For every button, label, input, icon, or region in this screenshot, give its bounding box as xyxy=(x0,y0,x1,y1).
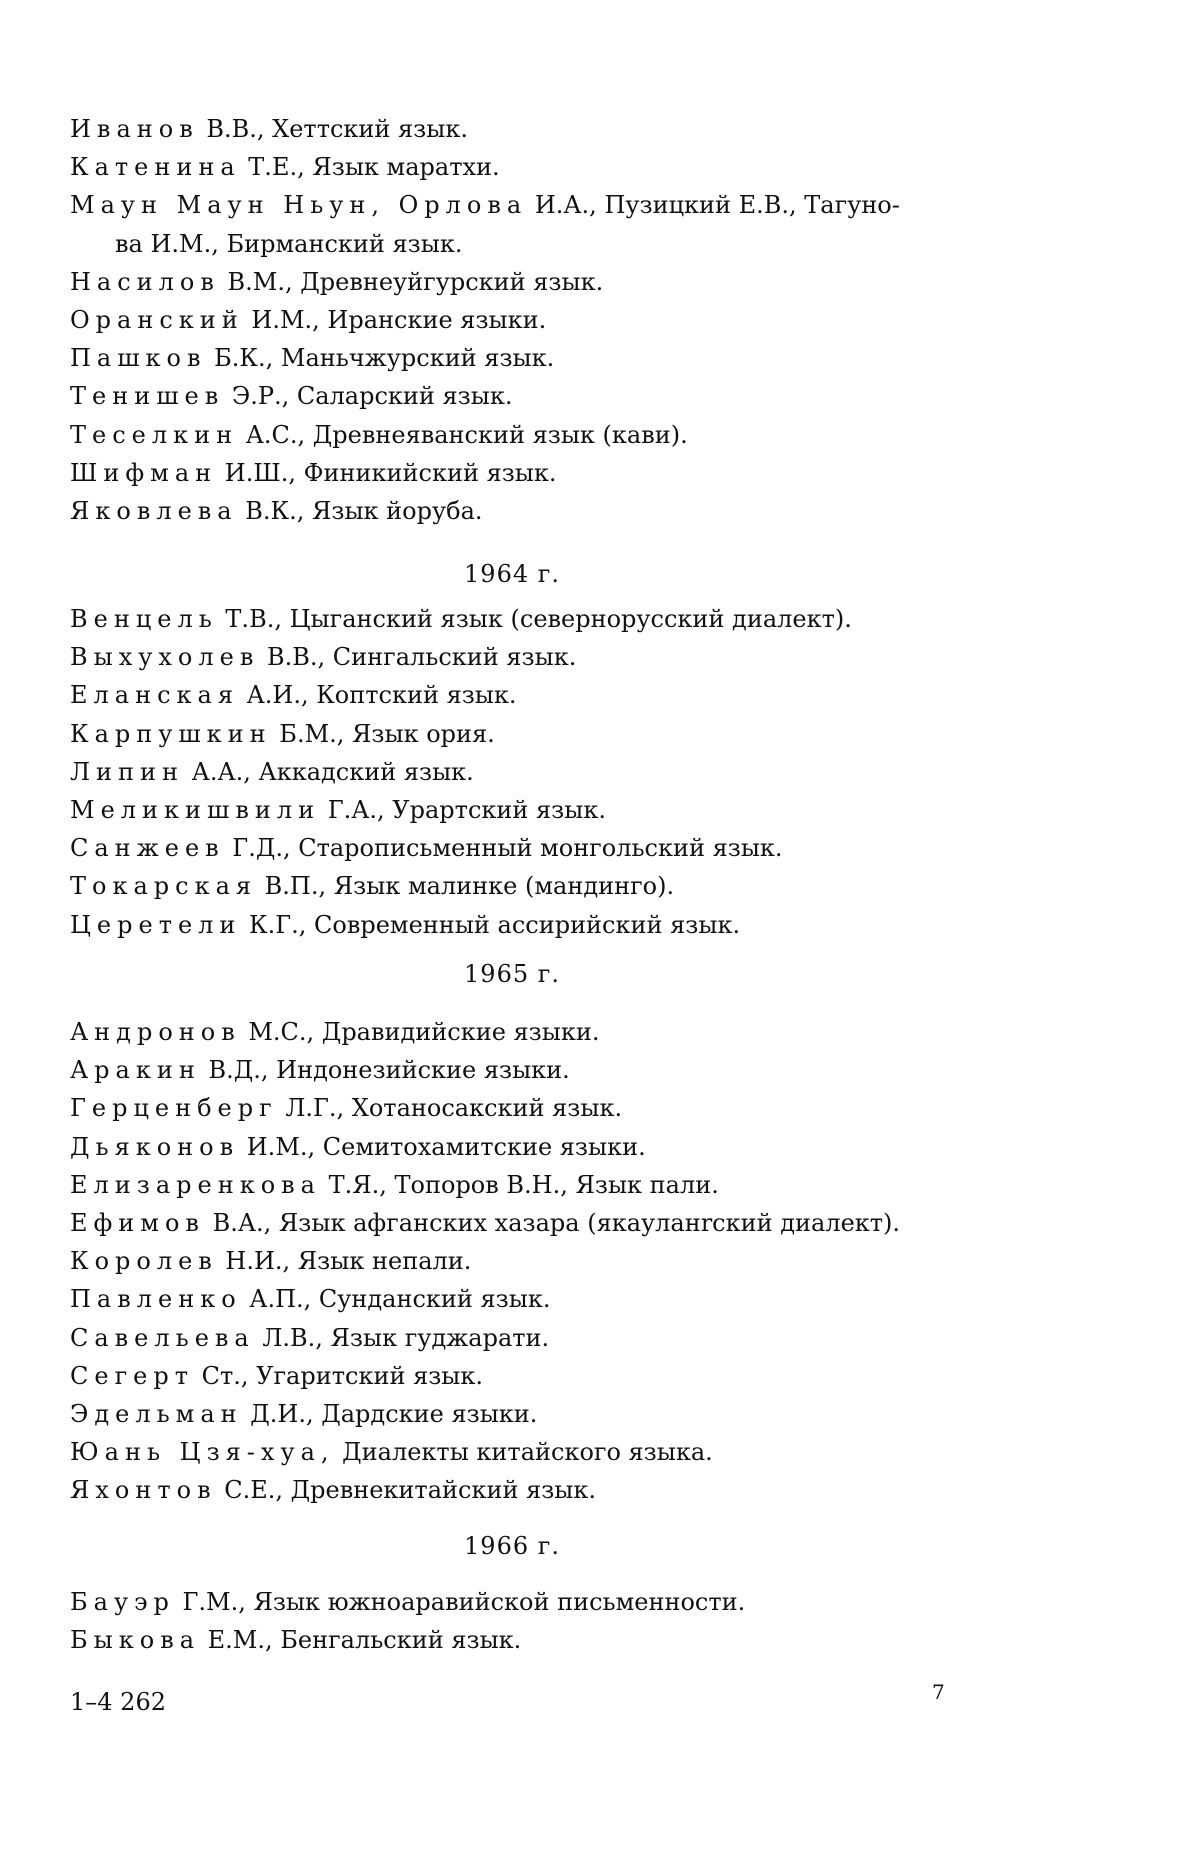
entry-author: Тенишев xyxy=(70,382,225,411)
entry-text: Л.В., Язык гуджарати. xyxy=(254,1323,550,1352)
list-item xyxy=(70,715,1150,753)
entry-author: Санжеев xyxy=(70,834,225,863)
year-heading: 1964 г. xyxy=(464,560,560,588)
list-item xyxy=(70,1583,1150,1621)
entry-author: Иванов xyxy=(70,115,199,143)
entry-author: Юань Цзя-хуа, xyxy=(70,1438,335,1467)
entry-text: Е.М., Бенгальский язык. xyxy=(200,1626,522,1655)
list-item xyxy=(70,1319,1150,1357)
page-number: 7 xyxy=(932,1680,945,1704)
list-item xyxy=(70,1357,1150,1395)
entry-text: А.П., Сунданский язык. xyxy=(241,1285,551,1314)
entry-text: Э.Р., Саларский язык. xyxy=(224,382,513,411)
entry-text: И.М., Иранские языки. xyxy=(243,305,547,334)
entry-author: Катенина xyxy=(70,153,241,182)
entry-text: И.М., Семитохамитские языки. xyxy=(239,1132,646,1161)
entry-author: Маун Маун Ньун, Орлова xyxy=(70,191,528,220)
entry-author: Оранский xyxy=(70,305,244,334)
list-item xyxy=(70,1280,1150,1318)
entry-author: Павленко xyxy=(70,1285,242,1314)
entry-text: В.П., Язык малинке (мандинго). xyxy=(257,872,675,901)
entry-text: Г.Д., Старописьменный монгольский язык. xyxy=(224,834,783,863)
entry-text: В.М., Древнеуйгурский язык. xyxy=(219,267,604,296)
entry-text: С.Е., Древнекитайский язык. xyxy=(216,1476,597,1505)
list-item xyxy=(70,492,1150,530)
entry-author: Липин xyxy=(70,757,185,786)
entry-author: Теселкин xyxy=(70,420,239,449)
entry-text: Б.М., Язык ория. xyxy=(271,719,495,748)
entry-text: М.С., Дравидийские языки. xyxy=(240,1018,600,1046)
entry-text: И.А., Пузицкий Е.В., Тагуно- xyxy=(527,191,900,220)
list-item xyxy=(70,110,1150,148)
entry-text: В.В., Хеттский язык. xyxy=(198,115,469,143)
list-item xyxy=(70,676,1150,714)
list-item xyxy=(70,148,1150,186)
entry-author: Елизаренкова xyxy=(70,1170,321,1199)
list-item xyxy=(70,829,1150,867)
entry-text: Б.К., Маньчжурский язык. xyxy=(206,344,555,373)
list-item xyxy=(70,1621,1150,1659)
list-item xyxy=(70,753,1150,791)
entry-text: Ст., Угаритский язык. xyxy=(193,1361,484,1390)
entry-author: Выхухолев xyxy=(70,643,260,672)
entry-text: Т.Е., Язык маратхи. xyxy=(240,153,500,182)
entry-text: Т.Я., Топоров В.Н., Язык пали. xyxy=(321,1170,719,1199)
entry-author: Аракин xyxy=(70,1056,201,1085)
entry-author: Насилов xyxy=(70,267,220,296)
list-item xyxy=(70,1395,1150,1433)
entry-author: Ефимов xyxy=(70,1208,205,1237)
entry-author: Сегерт xyxy=(70,1361,194,1390)
entry-author: Королев xyxy=(70,1247,218,1276)
entry-text: К.Г., Современный ассирийский язык. xyxy=(241,910,741,939)
section-1964 xyxy=(70,600,1150,944)
entry-text: Г.М., Язык южноаравийской письменности. xyxy=(174,1588,746,1616)
entry-author: Савельева xyxy=(70,1323,255,1352)
section-continuation xyxy=(70,110,1150,530)
list-item xyxy=(70,1128,1150,1166)
year-heading: 1965 г. xyxy=(464,960,560,988)
entry-text: Л.Г., Хотаносакский язык. xyxy=(277,1094,623,1123)
entry-text: А.И., Коптский язык. xyxy=(238,681,517,710)
entry-text: Т.В., Цыганский язык (севернорусский диалект). xyxy=(217,605,852,633)
entry-text: А.С., Древнеяванский язык (кави). xyxy=(238,420,688,449)
entry-author: Венцель xyxy=(70,605,218,633)
list-item xyxy=(70,638,1150,676)
list-item xyxy=(70,1051,1150,1089)
list-item xyxy=(70,600,1150,638)
list-item xyxy=(70,791,1150,829)
list-item xyxy=(70,186,1150,224)
list-item xyxy=(70,301,1150,339)
entry-author: Церетели xyxy=(70,910,242,939)
entry-author: Бауэр xyxy=(70,1588,175,1616)
entry-text: В.В., Сингальский язык. xyxy=(259,643,577,672)
list-item xyxy=(70,1166,1150,1204)
list-item xyxy=(70,906,1150,944)
entry-author: Дьяконов xyxy=(70,1132,240,1161)
list-item xyxy=(70,263,1150,301)
entry-author: Меликишвили xyxy=(70,795,321,824)
entry-author: Пашков xyxy=(70,344,207,373)
list-item xyxy=(70,1433,1150,1471)
entry-author: Еланская xyxy=(70,681,239,710)
list-item xyxy=(70,1013,1150,1051)
list-item-continuation xyxy=(70,225,1150,263)
entry-text: Д.И., Дардские языки. xyxy=(242,1399,538,1428)
entry-text: ва И.М., Бирманский язык. xyxy=(115,229,463,258)
entry-text: В.Д., Индонезийские языки. xyxy=(200,1056,570,1085)
list-item xyxy=(70,416,1150,454)
entry-author: Быкова xyxy=(70,1626,201,1655)
list-item xyxy=(70,339,1150,377)
list-item xyxy=(70,1471,1150,1509)
entry-author: Андронов xyxy=(70,1018,241,1046)
list-item xyxy=(70,1089,1150,1127)
year-heading: 1966 г. xyxy=(464,1532,560,1560)
list-item xyxy=(70,867,1150,905)
section-1965 xyxy=(70,1013,1150,1509)
list-item xyxy=(70,1242,1150,1280)
entry-author: Токарская xyxy=(70,872,258,901)
section-1966 xyxy=(70,1583,1150,1659)
list-item xyxy=(70,1204,1150,1242)
entry-text: Н.И., Язык непали. xyxy=(217,1247,472,1276)
entry-text: И.Ш., Финикийский язык. xyxy=(217,458,557,487)
entry-author: Шифман xyxy=(70,458,218,487)
entry-text: В.К., Язык йоруба. xyxy=(237,496,483,525)
entry-author: Яхонтов xyxy=(70,1476,217,1505)
list-item xyxy=(70,377,1150,415)
printer-signature: 1–4 262 xyxy=(70,1688,166,1716)
entry-text: А.А., Аккадский язык. xyxy=(184,757,474,786)
entry-text: В.А., Язык афганских хазара (якауланrский диалект). xyxy=(204,1208,901,1237)
entry-text: Диалекты китайского языка. xyxy=(334,1438,713,1467)
list-item xyxy=(70,454,1150,492)
entry-text: Г.А., Урартский язык. xyxy=(320,795,606,824)
entry-author: Яковлева xyxy=(70,496,238,525)
entry-author: Карпушкин xyxy=(70,719,272,748)
entry-author: Герценберг xyxy=(70,1094,278,1123)
entry-author: Эдельман xyxy=(70,1399,243,1428)
